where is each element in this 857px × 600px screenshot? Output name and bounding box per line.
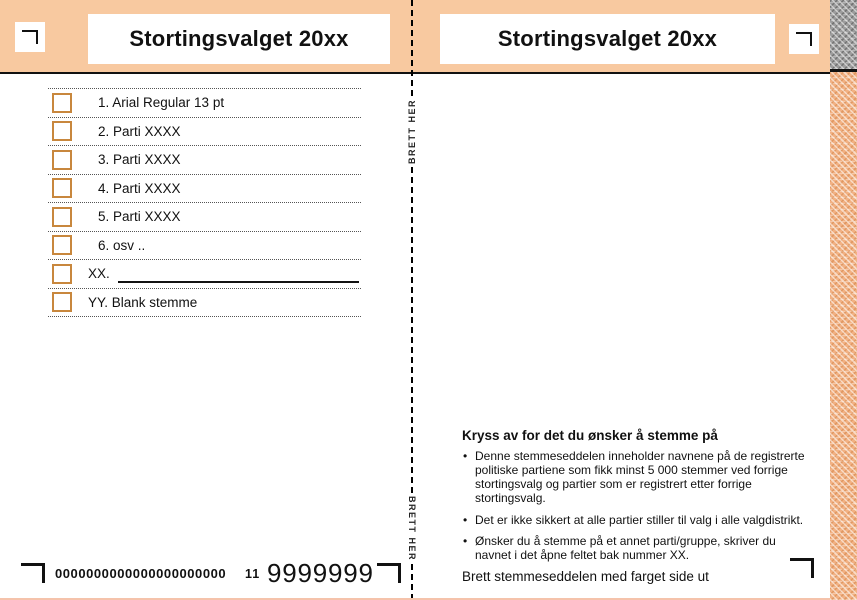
corner-crop-mark-icon (377, 563, 401, 583)
party-row (48, 174, 361, 203)
party-row (48, 117, 361, 146)
corner-crop-mark-icon (796, 32, 812, 46)
party-row-label: 5. Parti XXXX (98, 209, 181, 225)
party-row-label: XX. (88, 266, 110, 282)
fold-dash-segment (411, 0, 413, 96)
pattern-strip-orange (830, 72, 857, 600)
party-row-label: 3. Parti XXXX (98, 152, 181, 168)
code-number: 11 (245, 567, 261, 581)
fold-dash-segment (411, 564, 413, 600)
ballot-checkbox[interactable] (52, 178, 72, 198)
ballot-checkbox[interactable] (52, 264, 72, 284)
party-row (48, 231, 361, 260)
party-row-label: 6. osv .. (98, 237, 146, 253)
party-row (48, 288, 361, 317)
instruction-item: • Det er ikke sikkert at alle partier stiller til valg i alle valgdistrikt. (462, 513, 808, 527)
party-list (48, 88, 361, 317)
write-in-line[interactable] (118, 281, 359, 283)
serial-number: 0000000000000000000000 (55, 566, 227, 581)
party-row-writein (48, 259, 361, 288)
fold-note: Brett stemmeseddelen med farget side ut (462, 569, 709, 584)
instructions-block (462, 428, 808, 569)
ballot-checkbox[interactable] (52, 292, 72, 312)
fold-label-top: BRETT HER (407, 99, 417, 164)
crop-mark-box-top-right (789, 24, 819, 54)
party-row-label: YY. Blank stemme (88, 294, 198, 310)
party-row (48, 88, 361, 117)
ballot-checkbox[interactable] (52, 121, 72, 141)
instruction-item: • Denne stemmeseddelen inneholder navnene på de registrerte politiske partiene som fikk minst 5 000 stemmer ved forrige stortingsvalg og partier som er registrert etter forrige stortingsvalg. (462, 449, 808, 506)
ballot-checkbox[interactable] (52, 150, 72, 170)
corner-crop-mark-icon (21, 563, 45, 583)
pattern-strip-grey (830, 0, 857, 72)
page-title-left: Stortingsvalget 20xx (129, 26, 349, 51)
party-row-label: 1. Arial Regular 13 pt (98, 95, 225, 111)
ballot-checkbox[interactable] (52, 93, 72, 113)
fold-label-bottom: BRETT HER (407, 496, 417, 561)
ballot-checkbox[interactable] (52, 235, 72, 255)
fold-dash-segment (411, 167, 413, 493)
fold-line (404, 0, 420, 600)
party-row (48, 202, 361, 231)
corner-crop-mark-icon (790, 558, 814, 578)
instructions-list (462, 449, 808, 562)
title-box-right (440, 14, 775, 64)
party-row (48, 145, 361, 174)
ballot-checkbox[interactable] (52, 207, 72, 227)
corner-crop-mark-icon (22, 30, 38, 44)
party-row-label: 4. Parti XXXX (98, 180, 181, 196)
security-pattern-strip (830, 0, 857, 600)
list-end-rule (48, 316, 361, 317)
instructions-heading: Kryss av for det du ønsker å stemme på (462, 428, 718, 443)
party-row-label: 2. Parti XXXX (98, 123, 181, 139)
instruction-item: • Ønsker du å stemme på et annet parti/gruppe, skriver du navnet i det åpne feltet bak nummer XX. (462, 534, 808, 562)
crop-mark-box-top-left (15, 22, 45, 52)
title-box-left (88, 14, 390, 64)
big-number: 9999999 (267, 558, 374, 588)
page-title-right: Stortingsvalget 20xx (497, 26, 718, 51)
